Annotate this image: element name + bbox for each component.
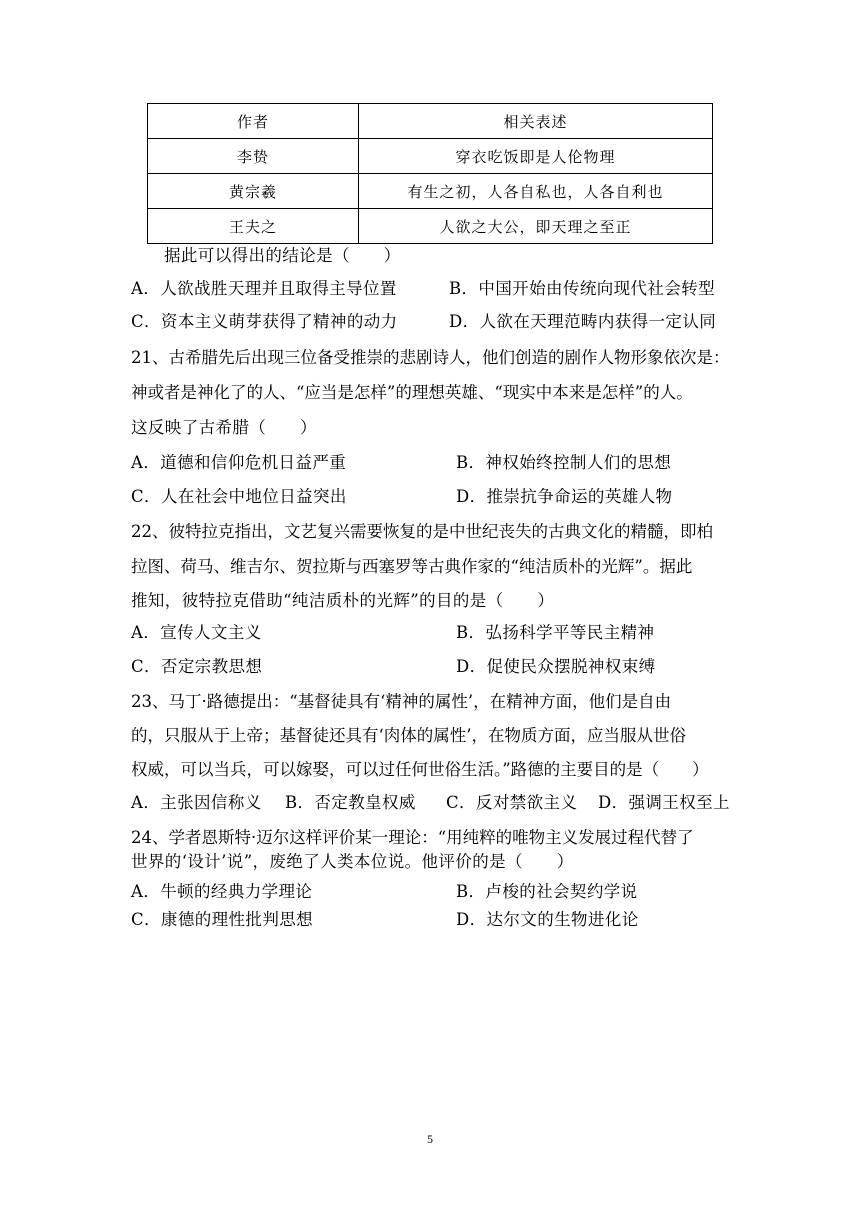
table-header-row: [148, 104, 713, 139]
table-row: [148, 139, 713, 174]
q21-option-b[interactable]: B．神权始终控制人们的思想: [456, 453, 672, 472]
q22-stem-line: 22、彼特拉克指出，文艺复兴需要恢复的是中世纪丧失的古典文化的精髓，即柏: [131, 522, 713, 541]
q24-option-a[interactable]: A．牛顿的经典力学理论: [131, 882, 313, 901]
q22-stem-line: 推知，彼特拉克借助“纯洁质朴的光辉”的目的是（ ）: [131, 591, 555, 610]
table-row: [148, 174, 713, 209]
q20-option-c[interactable]: C．资本主义萌芽获得了精神的动力: [131, 312, 398, 331]
q23-option-d[interactable]: D．强调王权至上: [598, 793, 730, 812]
q22-stem-line: 拉图、荷马、维吉尔、贺拉斯与西塞罗等古典作家的“纯洁质朴的光辉”。据此: [131, 557, 693, 576]
table-cell-author: 黄宗羲: [148, 174, 359, 209]
q23-stem-line: 23、马丁·路德提出：“基督徒具有‘精神的属性’，在精神方面，他们是自由: [131, 692, 672, 711]
q22-option-d[interactable]: D．促使民众摆脱神权束缚: [456, 657, 656, 676]
table-header-author: 作者: [148, 104, 359, 139]
q22-option-b[interactable]: B．弘扬科学平等民主精神: [456, 623, 655, 642]
q21-option-d[interactable]: D．推崇抗争命运的英雄人物: [456, 487, 673, 506]
table-cell-author: 王夫之: [148, 209, 359, 244]
q21-option-c[interactable]: C．人在社会中地位日益突出: [131, 487, 347, 506]
q20-option-b[interactable]: B．中国开始由传统向现代社会转型: [449, 279, 716, 298]
q22-option-c[interactable]: C．否定宗教思想: [131, 657, 263, 676]
page-number: 5: [427, 1132, 433, 1146]
q22-option-a[interactable]: A．宣传人文主义: [131, 623, 262, 642]
q20-stem: 据此可以得出的结论是（ ）: [164, 246, 401, 265]
q20-option-d[interactable]: D．人欲在天理范畴内获得一定认同: [449, 312, 717, 331]
q24-option-d[interactable]: D．达尔文的生物进化论: [456, 910, 639, 929]
q21-stem-line: 神或者是神化了的人、“应当是怎样”的理想英雄、“现实中本来是怎样”的人。: [131, 383, 693, 402]
q23-option-a[interactable]: A．主张因信称义: [131, 793, 262, 812]
q21-stem-line: 21、古希腊先后出现三位备受推崇的悲剧诗人，他们创造的剧作人物形象依次是：: [131, 348, 730, 367]
q23-stem-line: 的，只服从于上帝；基督徒还具有‘肉体的属性’，在物质方面，应当服从世俗: [131, 726, 686, 745]
table-cell-author: 李贽: [148, 139, 359, 174]
q21-stem-line: 这反映了古希腊（ ）: [131, 418, 317, 437]
q24-options-row-2: [131, 908, 639, 1004]
q23-stem-line: 权威，可以当兵，可以嫁娶，可以过任何世俗生活。”路德的主要目的是（ ）: [131, 760, 709, 779]
q24-stem-line: 世界的‘设计’说”，废绝了人类本位说。他评价的是（ ）: [131, 852, 574, 871]
table-cell-statement: 穿衣吃饭即是人伦物理: [359, 139, 713, 174]
quote-table: [147, 103, 713, 244]
q24-stem-line: 24、学者恩斯特·迈尔这样评价某一理论：“用纯粹的唯物主义发展过程代替了: [131, 828, 694, 847]
table-cell-statement: 有生之初，人各自私也，人各自利也: [359, 174, 713, 209]
q24-option-b[interactable]: B．卢梭的社会契约学说: [456, 882, 638, 901]
q23-option-b[interactable]: B．否定教皇权威: [285, 793, 416, 812]
q21-option-a[interactable]: A．道德和信仰危机日益严重: [131, 453, 347, 472]
table-row: [148, 209, 713, 244]
q20-option-a[interactable]: A．人欲战胜天理并且取得主导位置: [131, 279, 397, 298]
q24-option-c[interactable]: C．康德的理性批判思想: [131, 910, 314, 929]
table-cell-statement: 人欲之大公，即天理之至正: [359, 209, 713, 244]
table-header-statement: 相关表述: [359, 104, 713, 139]
q23-option-c[interactable]: C．反对禁欲主义: [446, 793, 578, 812]
